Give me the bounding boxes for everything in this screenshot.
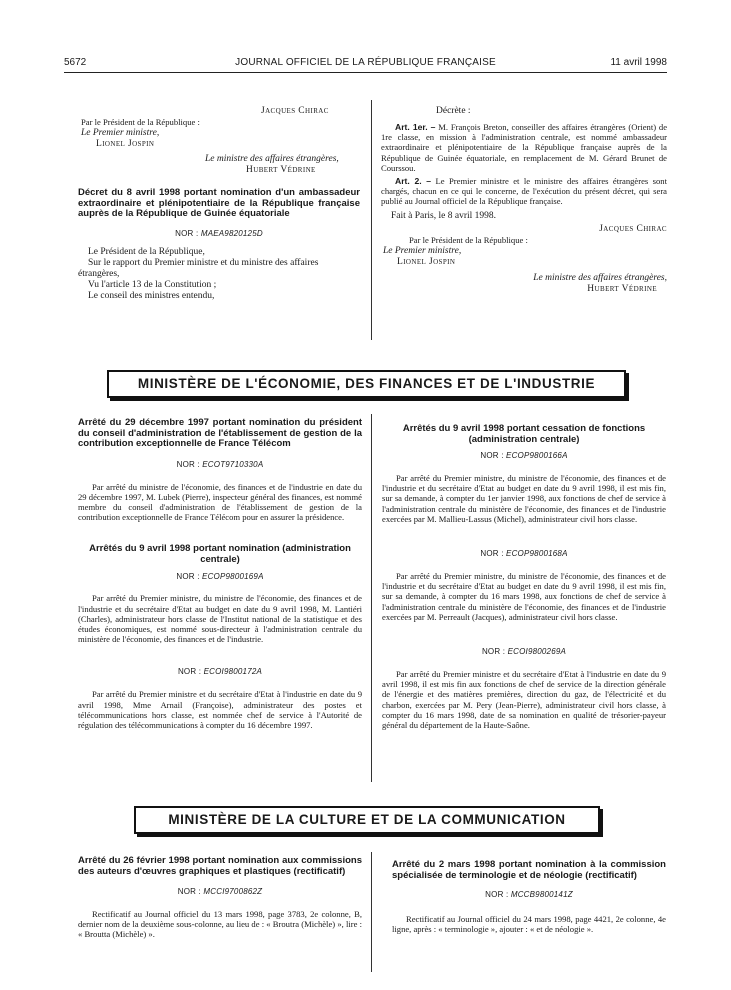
- decree-left-column: [78, 106, 360, 302]
- minister-title: Le ministre des affaires étrangères,: [205, 154, 339, 164]
- decree-line-2: Sur le rapport du Premier ministre et du ministre des affaires étrangères,: [78, 257, 319, 279]
- article-1: [381, 122, 667, 173]
- culture-right-column: [392, 860, 666, 934]
- ministry-economie-banner: MINISTÈRE DE L'ÉCONOMIE, DES FINANCES ET DE L'INDUSTRIE: [107, 370, 626, 398]
- article-1-text: M. François Breton, conseiller des affaires étrangères (Orient) de 1re classe, en mission à l'administration centrale, est nommé ambassadeur extraordinaire et plénipotentiaire de la République française auprès de la République de Guinée équatoriale, en remplacement de M. Gérard Brunet de Courssou.: [381, 122, 668, 173]
- culture-left-column: [78, 856, 362, 940]
- arrete-text: Rectificatif au Journal officiel du 24 mars 1998, page 4421, 2e colonne, 4e ligne, après : « terminologie », ajouter : « et de néologie ».: [392, 914, 666, 935]
- nor-code: ECOP9800168A: [506, 549, 568, 559]
- nor-line: NOR : MCCB9800141Z: [485, 890, 573, 899]
- decree-title: Décret du 8 avril 1998 portant nomination d'un ambassadeur extraordinaire et plénipotentiaire de la République française auprès de la République de Guinée équatoriale: [78, 187, 360, 219]
- arrete-title: Arrêté du 2 mars 1998 portant nomination à la commission spécialisée de terminologie et de néologie (rectificatif): [392, 859, 666, 881]
- article-2-text: Le Premier ministre et le ministre des affaires étrangères sont chargés, chacun en ce qui le concerne, de l'exécution du présent décret, qui sera publié au Journal officiel de la République française.: [381, 176, 667, 207]
- arrete-title: Arrêté du 26 février 1998 portant nomination aux commissions des auteurs d'œuvres graphiques et plastiques (rectificatif): [78, 855, 362, 877]
- column-divider: [371, 414, 372, 782]
- nor-code: MCCB9800141Z: [510, 890, 573, 899]
- arrete-text: Par arrêté du Premier ministre, du ministre de l'économie, des finances et de l'industrie et du secrétaire d'Etat au budget en date du 9 avril 1998, M. Lantiéri (Charles), administrateur hors classe de l'Institut national de la statistique et des études économiques, est nommé sous-directeur à l'administration centrale du ministère de l'économie, des finances et de l'industrie.: [78, 593, 362, 645]
- ministry-culture-banner: MINISTÈRE DE LA CULTURE ET DE LA COMMUNICATION: [134, 806, 600, 834]
- nor-code: MCCI9700862Z: [203, 887, 263, 896]
- decrete-label: Décrète :: [436, 106, 471, 116]
- arrete-text: Par arrêté du Premier ministre, du ministre de l'économie, des finances et de l'industrie et du secrétaire d'Etat au budget en date du 9 avril 1998, il est mis fin, sur sa demande, à compter du 1er janvier 1998, aux fonctions de chef de service à l'administration centrale du ministère de l'économie, des finances et de l'industrie exercées par M. Mallieu-Lassus (Michel), administrateur civil hors classe.: [382, 473, 666, 524]
- header-rule: [64, 72, 667, 73]
- pm-name: Lionel Jospin: [397, 256, 456, 267]
- minister-name: Hubert Védrine: [587, 283, 657, 294]
- arrete-text: Rectificatif au Journal officiel du 13 mars 1998, page 3783, 2e colonne, B, dernier nom de la deuxième sous-colonne, au lieu de : « Broutra (Michèle) », lire : « Broutta (Michèle) ».: [78, 909, 362, 940]
- economie-left-column: [78, 418, 362, 730]
- nor-label: NOR :: [175, 228, 199, 238]
- nor-code: ECOP9800169A: [202, 572, 264, 582]
- column-divider: [371, 100, 372, 340]
- pm-name: Lionel Jospin: [96, 139, 155, 149]
- nor-line: [78, 228, 360, 239]
- article-2-label: Art. 2. –: [395, 176, 432, 187]
- page-number: 5672: [64, 57, 87, 68]
- pm-title: Le Premier ministre,: [81, 128, 160, 138]
- column-divider: [371, 852, 372, 972]
- nor-line: NOR : MCCI9700862Z: [177, 887, 263, 896]
- nor-code: ECOI9800172A: [203, 667, 263, 677]
- fait-a-paris: Fait à Paris, le 8 avril 1998.: [391, 210, 497, 221]
- signature-president: Jacques Chirac: [261, 106, 329, 116]
- nor-line: NOR : ECOP9800169A: [176, 572, 264, 582]
- par-president: Par le Président de la République :: [81, 117, 200, 127]
- arrete-text: Par arrêté du Premier ministre et du secrétaire d'Etat à l'industrie en date du 9 avril 1998, Mme Arnail (Françoise), administrateur des postes et télécommunications hors classe, est nommée chef de service à l'Autorité de régulation des télécommunications à compter du 16 décembre 1997.: [78, 689, 362, 730]
- journal-title: JOURNAL OFFICIEL DE LA RÉPUBLIQUE FRANÇAISE: [235, 57, 496, 68]
- pm-title: Le Premier ministre,: [383, 245, 462, 256]
- nor-code: MAEA9820125D: [200, 228, 263, 238]
- decree-line-1: Le Président de la République,: [88, 246, 205, 257]
- article-2: [381, 176, 667, 207]
- nor-line: NOR : ECOI9800269A: [481, 647, 567, 657]
- minister-name: Hubert Védrine: [246, 165, 316, 175]
- nor-line: NOR : ECOP9800168A: [480, 549, 568, 559]
- nor-code: ECOT9710330A: [202, 459, 264, 469]
- nor-line: NOR : ECOI9800172A: [177, 667, 263, 677]
- arrete-text: Par arrêté du ministre de l'économie, des finances et de l'industrie en date du 29 décembre 1997, M. Lubek (Pierre), inspecteur général des finances, est nommé membre du conseil d'administration de l'établissement de gestion de la contribution exceptionnelle de France Télécom pour en assurer la présidence.: [78, 481, 362, 523]
- nor-line: NOR : ECOP9800166A: [480, 451, 568, 460]
- issue-date: 11 avril 1998: [610, 57, 667, 68]
- signature-president: Jacques Chirac: [599, 223, 667, 234]
- article-1-label: Art. 1er. –: [395, 122, 436, 132]
- nor-line: NOR : ECOT9710330A: [176, 459, 264, 469]
- par-president: Par le Président de la République :: [409, 234, 528, 245]
- economie-right-column: [382, 424, 666, 730]
- page-header: [0, 57, 731, 71]
- minister-title: Le ministre des affaires étrangères,: [533, 272, 667, 283]
- arrete-title: Arrêtés du 9 avril 1998 portant cessation de fonctions (administration centrale): [402, 423, 646, 445]
- arrete-title: Arrêté du 29 décembre 1997 portant nomination du président du conseil d'administration de l'établissement de gestion de la contribution exceptionnelle de France Télécom: [78, 417, 362, 449]
- nor-code: ECOP9800166A: [506, 451, 568, 460]
- arrete-title: Arrêtés du 9 avril 1998 portant nomination (administration centrale): [89, 543, 351, 565]
- decree-line-4: Le conseil des ministres entendu,: [88, 290, 215, 301]
- arrete-text: Par arrêté du Premier ministre et du secrétaire d'Etat à l'industrie en date du 9 avril 1998, il est mis fin aux fonctions de chef de service de la direction générale de l'énergie et des matières premières, direction du gaz, de l'électricité et du charbon, exercées par M. Pery (Jean-Pierre), administrateur civil hors classe, à compter du 16 mars 1998, date de sa nomination en qualité de trésorier-payeur général du département de la Haute-Saône.: [382, 669, 666, 731]
- decree-line-3: Vu l'article 13 de la Constitution ;: [88, 279, 217, 290]
- arrete-text: Par arrêté du Premier ministre, du ministre de l'économie, des finances et de l'industrie et du secrétaire d'Etat au budget en date du 9 avril 1998, il est mis fin, sur sa demande, à compter du 16 mars 1998, aux fonctions de chef de service à l'administration centrale du ministère de l'économie, des finances et de l'industrie exercées par M. Perreault (Jacques), administrateur civil hors classe.: [382, 571, 666, 622]
- nor-code: ECOI9800269A: [507, 647, 567, 657]
- decree-right-column: [381, 106, 667, 295]
